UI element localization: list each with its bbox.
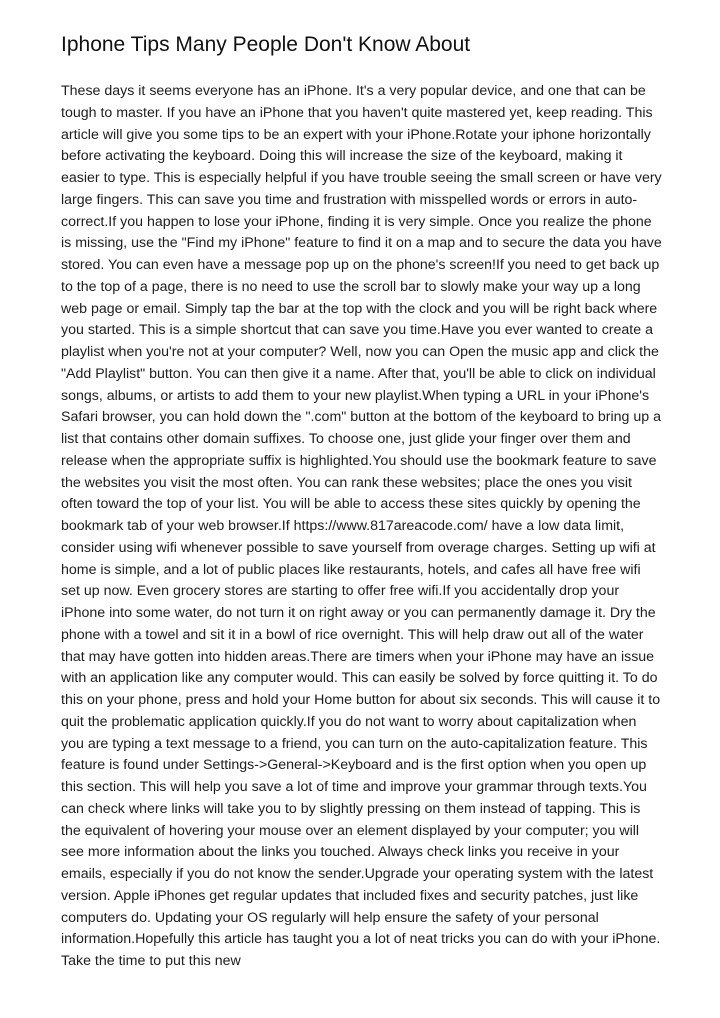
- document-title: Iphone Tips Many People Don't Know About: [61, 33, 471, 56]
- document-body-text: These days it seems everyone has an iPhone. It's a very popular device, and one that can be tough to master. If you have an iPhone that you haven't quite mastered yet, keep reading. This article will give you some tips to be an expert with your iPhone.Rotate your iphone horizontally before activating the keyboard. Doing this will increase the size of the keyboard, making it easier to type. This is especially helpful if you have trouble seeing the small screen or have very large fingers. This can save you time and frustration with misspelled words or errors in auto-correct.If you happen to lose your iPhone, finding it is very simple. Once you realize the phone is missing, use the "Find my iPhone" feature to find it on a map and to secure the data you have stored. You can even have a message pop up on the phone's screen!If you need to get back up to the top of a page, there is no need to use the scroll bar to slowly make your way up a long web page or email. Simply tap the bar at the top with the clock and you will be right back where you started. This is a simple shortcut that can save you time.Have you ever wanted to create a playlist when you're not at your computer? Well, now you can Open the music app and click the "Add Playlist" button. You can then give it a name. After that, you'll be able to click on individual songs, albums, or artists to add them to your new playlist.When typing a URL in your iPhone's Safari browser, you can hold down the ".com" button at the bottom of the keyboard to bring up a list that contains other domain suffixes. To choose one, just glide your finger over them and release when the appropriate suffix is highlighted.You should use the bookmark feature to save the websites you visit the most often. You can rank these websites; place the ones you visit often toward the top of your list. You will be able to access these sites quickly by opening the bookmark tab of your web browser.If https://www.817areacode.com/ have a low data limit, consider using wifi whenever possible to save yourself from overage charges. Setting up wifi at home is simple, and a lot of public places like restaurants, hotels, and cafes all have free wifi set up now. Even grocery stores are starting to offer free wifi.If you accidentally drop your iPhone into some water, do not turn it on right away or you can permanently damage it. Dry the phone with a towel and sit it in a bowl of rice overnight. This will help draw out all of the water that may have gotten into hidden areas.There are timers when your iPhone may have an issue with an application like any computer would. This can easily be solved by force quitting it. To do this on your phone, press and hold your Home button for about six seconds. This will cause it to quit the problematic application quickly.If you do not want to worry about capitalization when you are typing a text message to a friend, you can turn on the auto-capitalization feature. This feature is found under Settings->General->Keyboard and is the first option when you open up this section. This will help you save a lot of time and improve your grammar through texts.You can check where links will take you to by slightly pressing on them instead of tapping. This is the equivalent of hovering your mouse over an element displayed by your computer; you will see more information about the links you touched. Always check links you receive in your emails, especially if you do not know the sender.Upgrade your operating system with the latest version. Apple iPhones get regular updates that included fixes and security patches, just like computers do. Updating your OS regularly will help ensure the safety of your personal information.Hopefully this article has taught you a lot of neat tricks you can do with your iPhone. Take the time to put this new: [61, 83, 662, 969]
